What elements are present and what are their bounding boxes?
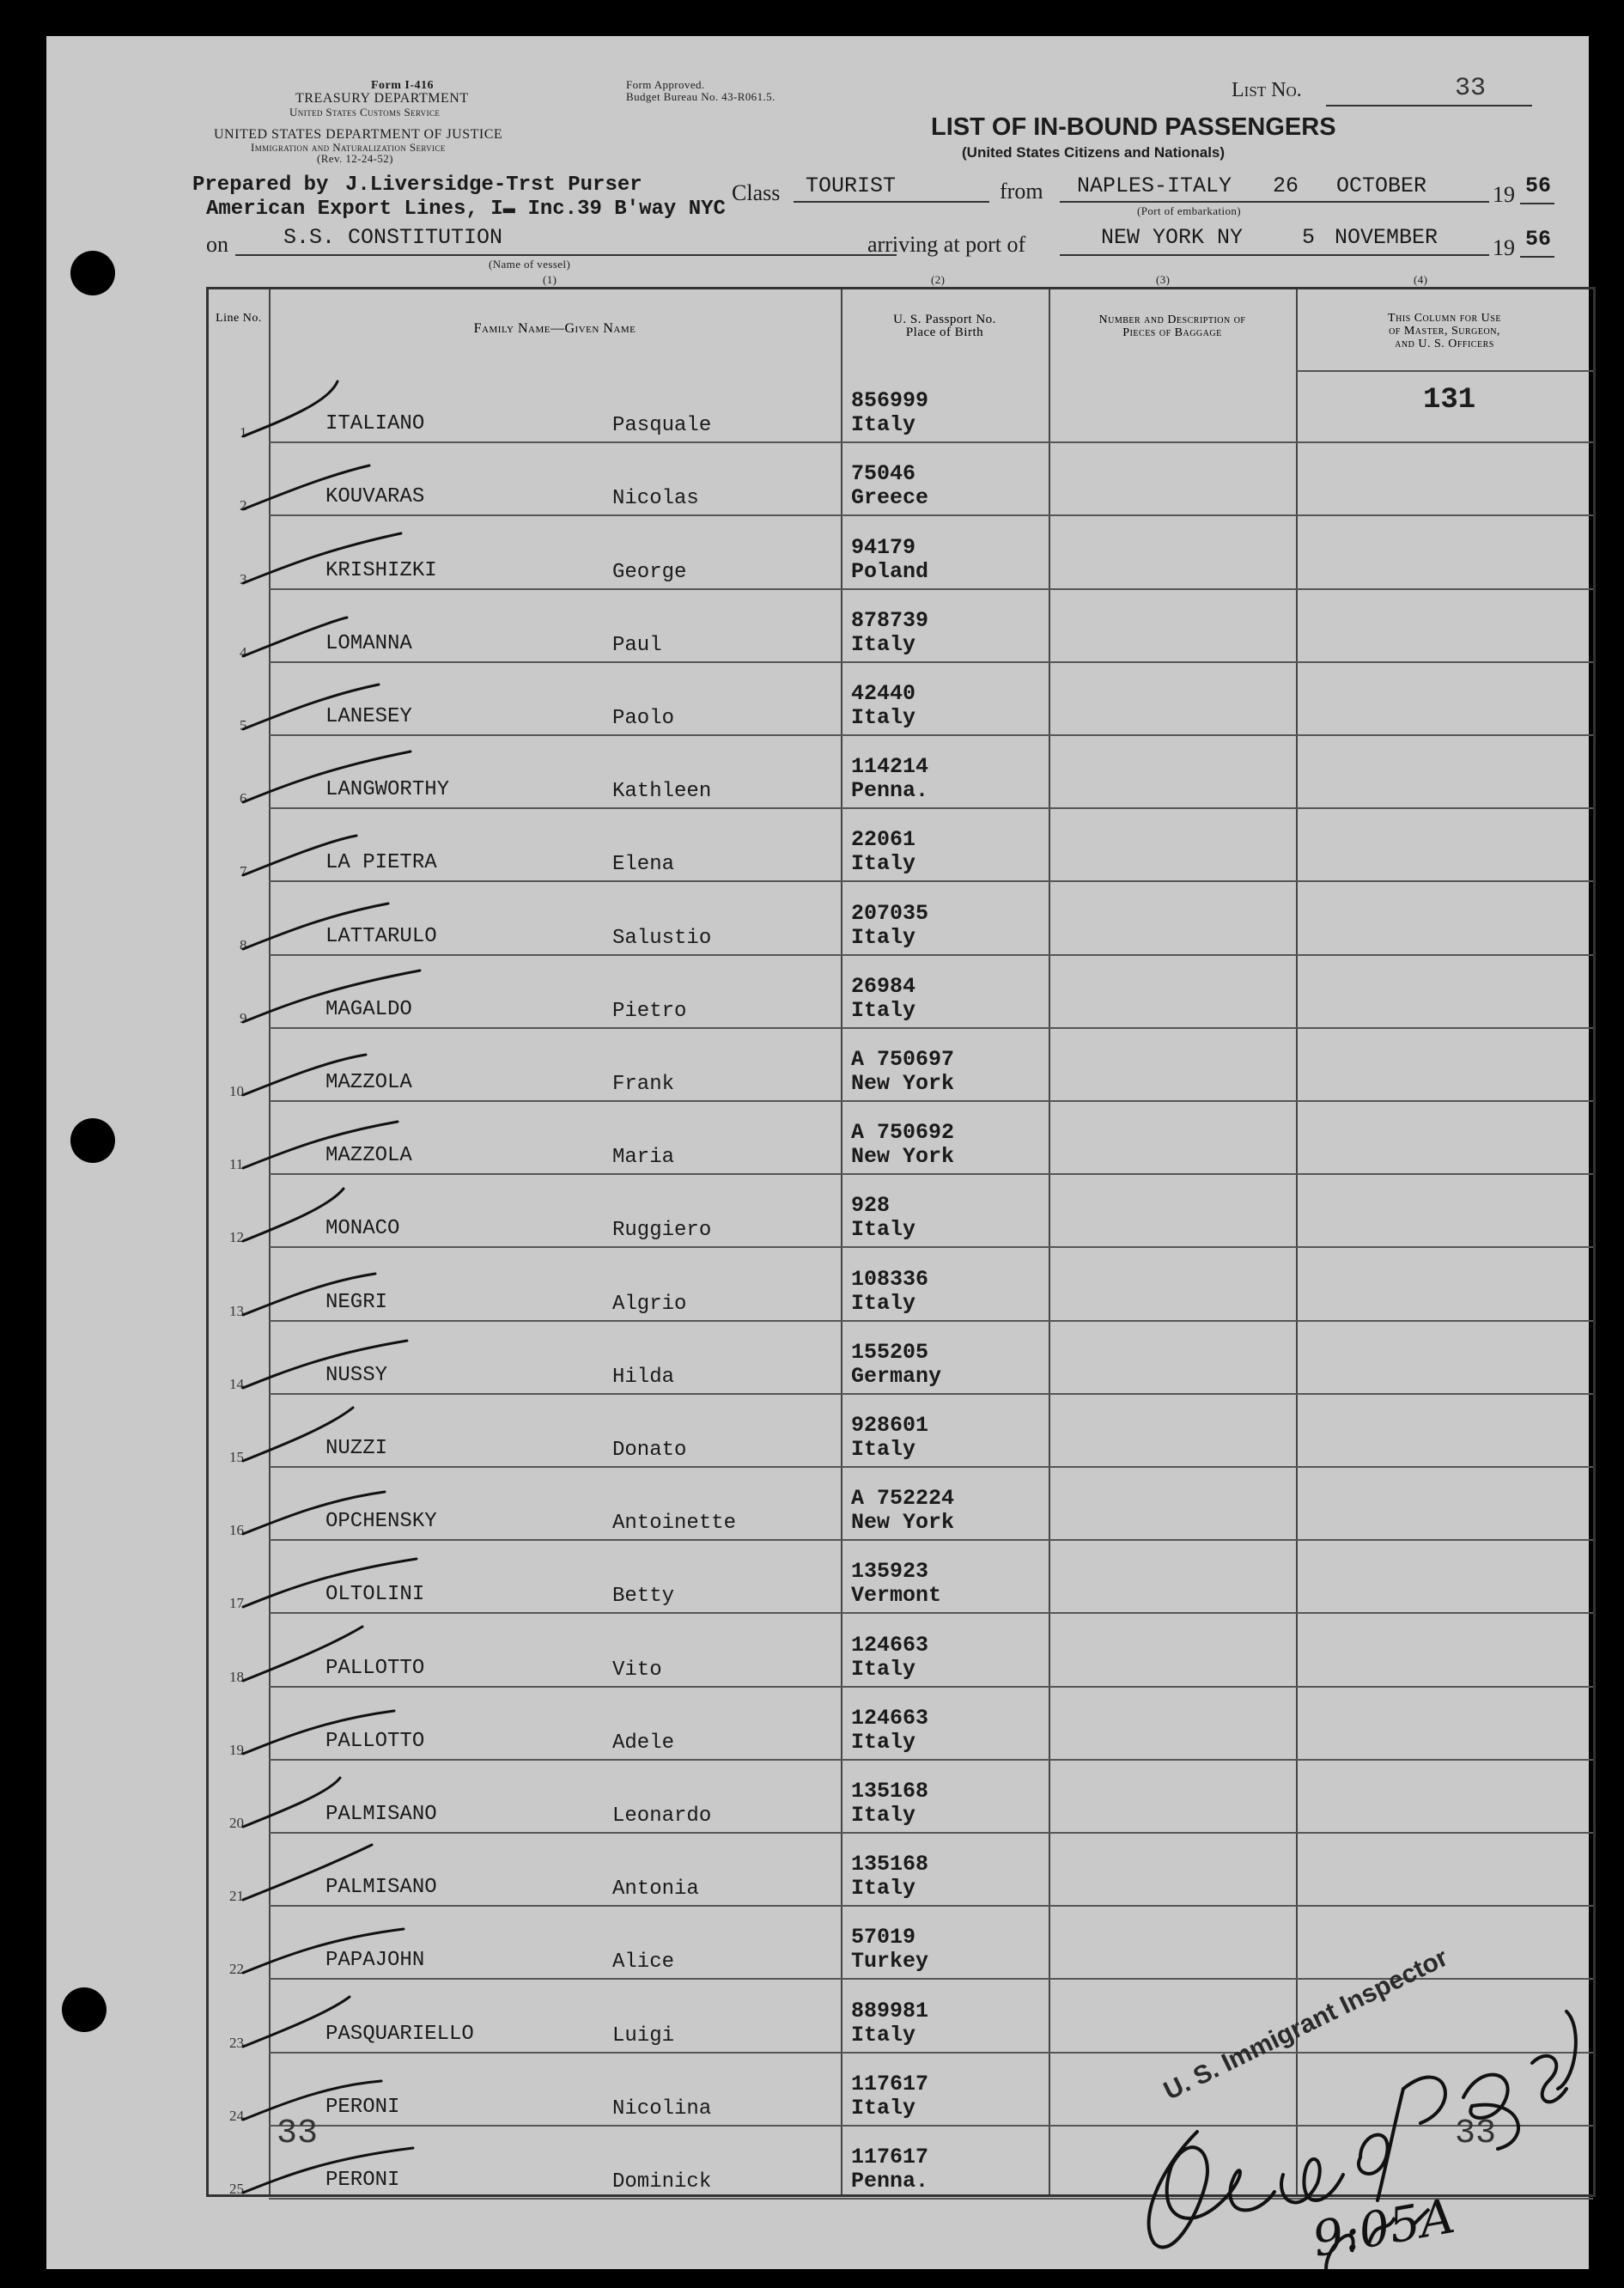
column-number-4: (4) (1414, 273, 1428, 286)
passport-number: 135168 (851, 1852, 929, 1877)
column-number-2: (2) (931, 273, 946, 286)
family-name: LANESEY (325, 704, 412, 728)
given-name: George (612, 560, 687, 584)
inspector-title: U. S. Immigrant Inspector (1159, 1943, 1453, 2106)
family-name: PALMISANO (325, 1876, 437, 1900)
line-number: 23 (229, 2034, 244, 2051)
passport-number: A 750697 (851, 1046, 955, 1072)
check-mark (234, 1328, 458, 1397)
family-name: OPCHENSKY (325, 1510, 437, 1534)
header-baggage: Number and Description of Pieces of Baggage (1098, 313, 1246, 339)
check-mark (234, 1987, 458, 2055)
check-mark (234, 1181, 458, 1250)
family-name: PALMISANO (325, 1802, 437, 1826)
prepared-by-value: J.Liversidge-Trst Purser (345, 173, 642, 197)
family-name: PALLOTTO (325, 1729, 425, 1753)
given-name: Pietro (612, 999, 687, 1023)
birth-place: Italy (851, 1436, 916, 1462)
class-label: Class (732, 180, 781, 205)
table-row (209, 1248, 1593, 1321)
given-name: Betty (612, 1585, 675, 1609)
check-mark (234, 523, 458, 592)
birth-place: Germany (851, 1363, 942, 1389)
passport-number: 207035 (851, 900, 929, 926)
family-name: NEGRI (325, 1290, 388, 1314)
given-name: Paolo (612, 706, 675, 730)
line-number: 2 (240, 497, 247, 514)
check-mark (234, 449, 458, 518)
birth-place: Greece (851, 485, 929, 511)
table-row (209, 956, 1593, 1029)
passport-number: 57019 (851, 1925, 916, 1950)
table-row (209, 1029, 1593, 1102)
given-name: Maria (612, 1146, 675, 1170)
birth-place: New York (851, 1510, 955, 1536)
header-officers: This Column for Use of Master, Surgeon, and U. S. Officers (1388, 312, 1501, 350)
line-number: 3 (240, 570, 247, 587)
from-label: from (1000, 179, 1043, 204)
birth-place: Italy (851, 1876, 916, 1902)
family-name: ITALIANO (325, 412, 425, 436)
birth-place: New York (851, 1070, 955, 1096)
given-name: Hilda (612, 1365, 675, 1389)
given-name: Luigi (612, 2023, 675, 2048)
check-mark (234, 376, 458, 445)
arrival-year: 56 (1525, 227, 1552, 252)
passport-number: 94179 (851, 534, 916, 560)
given-name: Dominick (612, 2169, 712, 2194)
birth-place: Italy (851, 1217, 916, 1243)
line-number: 5 (240, 716, 247, 733)
line-number: 8 (240, 936, 247, 953)
header-passport: U. S. Passport No. Place of Birth (893, 313, 996, 339)
birth-place: Italy (851, 1729, 916, 1755)
given-name: Vito (612, 1658, 662, 1682)
arrival-month: NOVEMBER (1335, 225, 1438, 250)
birth-place: Italy (851, 851, 916, 877)
passport-number: 117617 (851, 2144, 929, 2169)
passenger-table (206, 287, 1596, 2197)
shipping-company: American Export Lines, I▬ Inc.39 B'way NYC (206, 198, 726, 221)
depart-day: 26 (1273, 173, 1299, 198)
time-note: 9:05A (1308, 2188, 1459, 2268)
arrival-day: 5 (1302, 225, 1316, 250)
revision-date: (Rev. 12-24-52) (317, 152, 393, 165)
birth-place: Italy (851, 1802, 916, 1828)
table-row (209, 1761, 1593, 1834)
passport-number: 114214 (851, 754, 929, 780)
given-name: Elena (612, 853, 675, 877)
given-name: Nicolas (612, 487, 699, 511)
passport-number: 928 (851, 1193, 891, 1219)
vessel-name: S.S. CONSTITUTION (283, 225, 503, 250)
line-number: 25 (229, 2180, 244, 2197)
given-name: Adele (612, 1731, 675, 1755)
table-row (209, 1322, 1593, 1395)
family-name: NUZZI (325, 1436, 388, 1460)
passport-number: 22061 (851, 827, 916, 853)
check-mark (234, 1547, 458, 1616)
line-number: 4 (240, 643, 247, 660)
on-label: on (206, 232, 228, 257)
given-name: Donato (612, 1438, 687, 1462)
document-page (46, 36, 1589, 2269)
family-name: LANGWORTHY (325, 778, 450, 802)
table-row (209, 1395, 1593, 1468)
given-name: Ruggiero (612, 1219, 712, 1243)
given-name: Paul (612, 633, 662, 657)
check-mark (234, 1108, 458, 1177)
officer-count: 131 (1423, 384, 1476, 417)
line-number: 6 (240, 790, 247, 807)
birth-place: Penna. (851, 778, 929, 804)
birth-place: Italy (851, 631, 916, 657)
family-name: KRISHIZKI (325, 558, 437, 582)
table-row (209, 1468, 1593, 1541)
table-row (209, 443, 1593, 516)
binder-hole-top (70, 251, 115, 295)
birth-place: Italy (851, 412, 916, 438)
list-no-label: List No. (1232, 79, 1302, 101)
birth-place: Penna. (851, 2168, 929, 2194)
binder-hole-bottom (62, 1987, 106, 2032)
table-row (209, 1614, 1593, 1687)
birth-place: Italy (851, 1656, 916, 1682)
passport-number: 928601 (851, 1412, 929, 1438)
table-row (209, 663, 1593, 736)
line-number: 18 (229, 1668, 244, 1685)
table-row (209, 1688, 1593, 1761)
class-value: TOURIST (806, 173, 897, 198)
column-number-1: (1) (543, 273, 557, 286)
check-mark (234, 2060, 458, 2128)
table-row (209, 1834, 1593, 1907)
given-name: Alice (612, 1950, 675, 1975)
line-number: 15 (229, 1448, 244, 1465)
header-name: Family Name—Given Name (473, 321, 636, 336)
family-name: NUSSY (325, 1363, 388, 1387)
check-mark (234, 742, 458, 811)
treasury-department: TREASURY DEPARTMENT (295, 91, 469, 106)
line-number: 19 (229, 1741, 244, 1758)
passport-number: 42440 (851, 680, 916, 706)
family-name: PERONI (325, 2095, 400, 2119)
page-mark-left: 33 (277, 2115, 319, 2153)
birth-place: Poland (851, 558, 929, 584)
family-name: LOMANNA (325, 631, 412, 655)
check-mark (234, 1913, 458, 1981)
check-mark (234, 2133, 458, 2201)
check-mark (234, 669, 458, 738)
header-line-no: Line No. (216, 312, 262, 325)
page-subtitle: (United States Citizens and Nationals) (962, 144, 1226, 161)
line-number: 17 (229, 1595, 244, 1612)
family-name: LA PIETRA (325, 851, 437, 875)
line-number: 22 (229, 1961, 244, 1978)
line-number: 11 (229, 1156, 244, 1173)
table-row (209, 1541, 1593, 1614)
passport-number: 26984 (851, 973, 916, 999)
birth-place: Italy (851, 1290, 916, 1316)
passport-number: 108336 (851, 1266, 929, 1292)
form-approved: Form Approved. (626, 78, 705, 91)
passport-number: 124663 (851, 1632, 929, 1658)
passport-number: A 752224 (851, 1486, 955, 1512)
line-number: 16 (229, 1522, 244, 1539)
budget-bureau: Budget Bureau No. 43-R061.5. (626, 90, 776, 103)
given-name: Kathleen (612, 780, 712, 804)
vessel-label: (Name of vessel) (489, 258, 571, 271)
family-name: PAPAJOHN (325, 1949, 425, 1973)
ins-service: Immigration and Naturalization Service (251, 141, 446, 154)
birth-place: Vermont (851, 1583, 942, 1609)
table-row (209, 590, 1593, 663)
page-mark-right: 33 (1455, 2115, 1497, 2153)
check-mark (234, 962, 458, 1031)
passport-number: 135923 (851, 1559, 929, 1585)
passport-number: 878739 (851, 607, 929, 633)
family-name: MAZZOLA (325, 1070, 412, 1094)
table-row (209, 882, 1593, 955)
line-number: 10 (229, 1082, 244, 1099)
family-name: PERONI (325, 2168, 400, 2192)
given-name: Antoinette (612, 1512, 737, 1536)
line-number: 14 (229, 1375, 244, 1392)
line-number: 13 (229, 1302, 244, 1319)
line-number: 7 (240, 863, 247, 880)
arrival-port: NEW YORK NY (1101, 225, 1244, 250)
family-name: LATTARULO (325, 924, 437, 948)
arriving-label: arriving at port of (867, 232, 1026, 257)
given-name: Nicolina (612, 2096, 712, 2121)
family-name: KOUVARAS (325, 485, 425, 509)
line-number: 9 (240, 1009, 247, 1026)
line-number: 12 (229, 1229, 244, 1246)
check-mark (234, 1255, 458, 1324)
birth-place: New York (851, 1144, 955, 1170)
table-row (209, 1175, 1593, 1248)
passport-number: 117617 (851, 2071, 929, 2096)
passport-number: 75046 (851, 461, 916, 487)
passport-number: 856999 (851, 388, 929, 414)
birth-place: Turkey (851, 1949, 929, 1975)
passport-number: 889981 (851, 1998, 929, 2023)
check-mark (234, 1035, 458, 1104)
table-row (209, 809, 1593, 882)
department-of-justice: UNITED STATES DEPARTMENT OF JUSTICE (214, 127, 503, 142)
check-mark (234, 1694, 458, 1762)
check-mark (234, 889, 458, 958)
depart-year: 56 (1525, 173, 1552, 198)
binder-hole-middle (70, 1118, 115, 1163)
depart-year-prefix: 19 (1493, 182, 1515, 207)
check-mark (234, 1401, 458, 1470)
passport-number: 135168 (851, 1778, 929, 1804)
table-row (209, 736, 1593, 809)
family-name: OLTOLINI (325, 1583, 425, 1607)
given-name: Leonardo (612, 1804, 712, 1828)
family-name: MAZZOLA (325, 1144, 412, 1168)
check-mark (234, 1621, 458, 1689)
list-no-value: 33 (1455, 74, 1487, 103)
birth-place: Italy (851, 2022, 916, 2048)
family-name: PASQUARIELLO (325, 2022, 474, 2046)
passport-number: 124663 (851, 1705, 929, 1731)
birth-place: Italy (851, 2095, 916, 2121)
given-name: Antonia (612, 1877, 699, 1902)
given-name: Frank (612, 1072, 675, 1096)
check-mark (234, 815, 458, 884)
family-name: PALLOTTO (325, 1656, 425, 1680)
check-mark (234, 1767, 458, 1835)
line-number: 21 (229, 1888, 244, 1905)
given-name: Pasquale (612, 414, 712, 438)
check-mark (234, 596, 458, 665)
depart-month: OCTOBER (1336, 173, 1427, 198)
birth-place: Italy (851, 924, 916, 950)
given-name: Algrio (612, 1292, 687, 1316)
table-row (209, 1102, 1593, 1175)
line-number: 24 (229, 2107, 244, 2124)
birth-place: Italy (851, 997, 916, 1023)
passport-number: 155205 (851, 1339, 929, 1365)
line-number: 1 (240, 424, 247, 441)
page-title: LIST OF IN-BOUND PASSENGERS (931, 113, 1336, 141)
given-name: Salustio (612, 926, 712, 950)
check-mark (234, 1474, 458, 1543)
port-embark-label: (Port of embarkation) (1137, 204, 1242, 217)
birth-place: Italy (851, 704, 916, 730)
arrival-year-prefix: 19 (1493, 235, 1515, 260)
form-number: Form I-416 (371, 79, 435, 92)
family-name: MONACO (325, 1217, 400, 1241)
table-row (209, 370, 1593, 443)
embark-port: NAPLES-ITALY (1077, 173, 1232, 198)
column-number-3: (3) (1156, 273, 1171, 286)
table-row (209, 516, 1593, 589)
family-name: MAGALDO (325, 997, 412, 1021)
prepared-by-label: Prepared by (192, 173, 329, 197)
check-mark (234, 1840, 458, 1908)
line-number: 20 (229, 1814, 244, 1831)
customs-service: United States Customs Service (289, 106, 441, 119)
passport-number: A 750692 (851, 1120, 955, 1146)
